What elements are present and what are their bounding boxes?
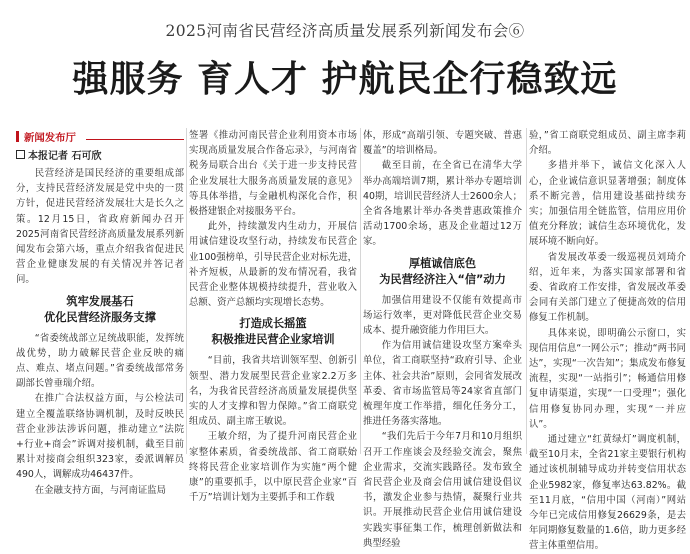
- paragraph: “目前，我省共培训领军型、创新引领型、潜力发展型民营企业家2.2万多名，为我省民营经济高质量发展提供坚实的人才支撑和智力保障。”省工商联党组成员、副主席王敏说。: [189, 355, 357, 428]
- section-tag: [16, 130, 184, 147]
- section-tag-bar: [16, 131, 19, 142]
- byline-box-icon: [16, 150, 25, 159]
- paragraph: 王敏介绍，为了提升河南民营企业家整体素质，省委统战部、省工商联始终将民营企业家培训作为实施“两个健康”的重要抓手，以中原民营企业家“百千万”培训计划为主要抓手和工作载: [189, 431, 357, 504]
- article-column-4: [529, 128, 686, 554]
- paragraph: 此外，持续激发内生动力，开展信用诚信建设攻坚行动，持续发布民营企业100强榜单，引导民营企业对标先进，补齐短板，从最新的发布情况看，我省民营企业整体规模持续提升，营业收入总额、资产总额均实现增长态势。: [189, 221, 357, 309]
- paragraph: “省委统战部立足统战职能，发挥统战优势，助力破解民营企业反映的痛点、难点、堵点问题。”省委统战部常务副部长曾垂瑞介绍。: [16, 332, 184, 390]
- paragraph: 民营经济是国民经济的重要组成部分，支持民营经济发展是党中央的一贯方针，促进民营经济发展壮大是长久之策。12月15日，省政府新闻办召开2025河南省民营经济高质量发展系列新闻发布会第六场，重点介绍我省促进民营企业健康发展的有关情况并答记者问。: [16, 168, 184, 286]
- paragraph: 在推广合法权益方面，与公检法司建立全覆盖联络协调机制，及时反映民营企业涉法涉诉问题，推动建立“法院+行业+商会”诉调对接机制，截至目前累计对接商会组织323家，委派调解员490人，调解成功46437件。: [16, 393, 184, 481]
- subheading-line-2: 为民营经济注入“信”动力: [379, 272, 506, 286]
- paragraph: 通过建立“红黄绿灯”调度机制，截至10月末，全省21家主要银行机构通过该机制辅导成功并转变信用状态企业5982家，修复率达63.82%。截至11月底，“信用中国（河南）”网站今年已完成信用修复26629条，是去年同期修复数量的1.6倍，助力更多经营主体重塑信用。: [529, 434, 686, 552]
- paragraph: 具体来说，即明确公示窗口，实现信用信息“一网公示”；推动“两书同达”，实现“一次告知”；集成发布修复流程，实现“一站指引”；畅通信用修复申请渠道，实现“一口受理”；强化信用修复协同办理，实现“一并应认”。: [529, 327, 686, 430]
- article-column-2: [189, 128, 357, 505]
- paragraph: 在金融支持方面，与河南证监局: [34, 484, 167, 496]
- paragraph: 体，形成“高端引领、专题突破、普惠覆盖”的培训格局。: [363, 130, 522, 157]
- paragraph: 加强信用建设不仅能有效提高市场运行效率，更对降低民营企业交易成本、提升融资能力作用巨大。: [363, 294, 522, 337]
- paragraph: 签署《推动河南民营企业利用资本市场实现高质量发展合作备忘录》，与河南省税务局联合出台《关于进一步支持民营企业发展壮大服务高质量发展的意见》等具体举措，与金融机构深化合作，积极搭建银企对接服务平台。: [189, 130, 357, 218]
- subheading-line-2: 积极推进民营企业家培训: [211, 333, 335, 347]
- byline: [16, 149, 184, 164]
- paragraph: 验，”省工商联党组成员、副主席李莉介绍。: [529, 130, 686, 157]
- paragraph: “我们先后于今年7月和10月组织召开工作座谈会及经验交流会，聚焦企业需求，交流实践路径。发布致全省民营企业及商会信用诚信建设倡议书，激发企业参与热情，凝聚行业共识。开展推动民营企业信用诚信建设实践实事征集工作，梳理创新做法和典型经验: [363, 431, 522, 549]
- subheading-line-1: 筑牢发展基石: [66, 294, 134, 308]
- headline: 强服务 育人才 护航民企行稳致远: [72, 59, 618, 100]
- section-tag-rule: [86, 139, 184, 140]
- section-tag-label: 新闻发布厅: [24, 132, 76, 144]
- subheading-line-1: 打造成长摇篮: [239, 317, 307, 331]
- paragraph: 多措并举下，诚信文化深入人心，企业诚信意识显著增强；制度体系不断完善，信用建设基础持续夯实；加强信用全链监管，信用应用价值充分释放；诚信生态环境优化，发展环境不断向好。: [529, 160, 686, 248]
- subheading: [189, 316, 357, 348]
- paragraph: 作为信用诚信建设攻坚方案牵头单位，省工商联坚持“政府引导、企业主体、社会共治”原则，会同省发展改革委、省市场监管局等24家省直部门梳理年度工作举措，细化任务分工，推进任务落实落地。: [363, 340, 522, 428]
- subheading-line-1: 厚植诚信底色: [408, 256, 477, 270]
- subheading: [363, 256, 522, 288]
- article-column-1: [16, 128, 184, 498]
- paragraph: 截至目前，在全省已在清华大学举办高端培训7期，累计举办专题培训40期，培训民营经济人士2600余人；全省各地累计举办各类普惠政策推介活动1700余场，惠及企业超过12万家。: [363, 160, 522, 248]
- column-divider: [526, 128, 527, 454]
- column-divider: [186, 128, 187, 454]
- series-supertitle: 2025河南省民营经济高质量发展系列新闻发布会⑥: [165, 22, 525, 40]
- subheading: [16, 294, 184, 326]
- column-divider: [360, 128, 361, 454]
- byline-text: 本报记者 石可欣: [28, 151, 102, 162]
- subheading-line-2: 优化民营经济服务支撑: [44, 310, 156, 324]
- paragraph: 省发展改革委一级巡视员刘琦介绍，近年来，为落实国家部署和省委、省政府工作安排，省发展改革委会同有关部门建立了便捷高效的信用修复工作机制。: [529, 251, 686, 324]
- article-column-3: [363, 128, 522, 551]
